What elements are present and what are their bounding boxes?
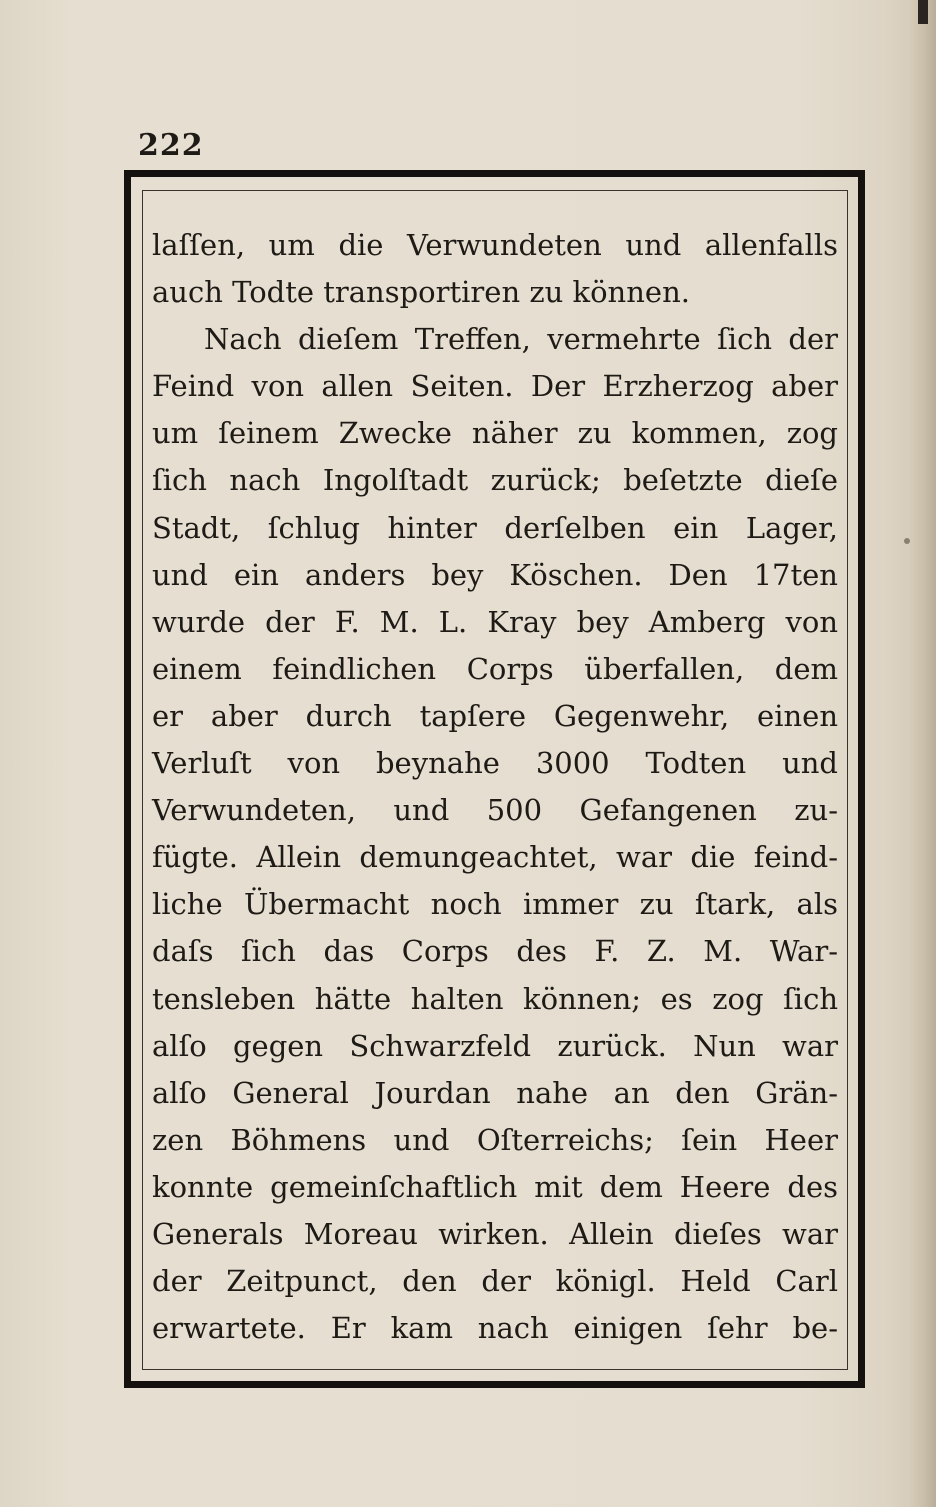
ink-spot	[904, 538, 910, 544]
text-line: daſs ſich das Corps des F. Z. M. War-	[152, 934, 838, 969]
text-line: und ein anders bey Köschen. Den 17ten	[152, 557, 838, 592]
text-line: alſo General Jourdan nahe an den Grän-	[152, 1075, 838, 1110]
text-line: erwartete. Er kam nach einigen ſehr be-	[152, 1311, 838, 1346]
book-spine	[910, 0, 936, 1507]
text-line: fügte. Allein demungeachtet, war die feind-	[152, 840, 838, 875]
text-line: Feind von allen Seiten. Der Erzherzog aber	[152, 369, 838, 404]
text-line: ſich nach Ingolſtadt zurück; beſetzte dieſe	[152, 463, 838, 498]
text-line: konnte gemeinſchaftlich mit dem Heere des	[152, 1169, 838, 1204]
spine-mark	[918, 0, 928, 24]
text-line: Verluſt von beynahe 3000 Todten und	[152, 746, 838, 781]
text-line: laſſen, um die Verwundeten und allenfalls	[152, 228, 838, 262]
text-line: um ſeinem Zwecke näher zu kommen, zog	[152, 416, 838, 451]
text-line: der Zeitpunct, den der königl. Held Carl	[152, 1264, 838, 1299]
text-line: Stadt, ſchlug hinter derſelben ein Lager,	[152, 510, 838, 545]
body-text	[152, 222, 838, 1352]
text-line: zen Böhmens und Oſterreichs; ſein Heer	[152, 1122, 838, 1157]
page-number: 222	[138, 128, 204, 163]
text-line: Nach dieſem Treffen, vermehrte ſich der	[204, 322, 838, 357]
text-line: liche Übermacht noch immer zu ſtark, als	[152, 887, 838, 922]
text-line: er aber durch tapſere Gegenwehr, einen	[152, 698, 838, 733]
text-line: auch Todte transportiren zu können.	[152, 275, 690, 310]
text-line: alſo gegen Schwarzfeld zurück. Nun war	[152, 1028, 838, 1063]
text-line: wurde der F. M. L. Kray bey Amberg von	[152, 604, 838, 639]
text-line: einem feindlichen Corps überfallen, dem	[152, 651, 838, 686]
text-line: Verwundeten, und 500 Gefangenen zu-	[152, 793, 838, 828]
text-line: tensleben hätte halten können; es zog ſich	[152, 981, 838, 1016]
text-line: Generals Moreau wirken. Allein dieſes war	[152, 1216, 838, 1251]
